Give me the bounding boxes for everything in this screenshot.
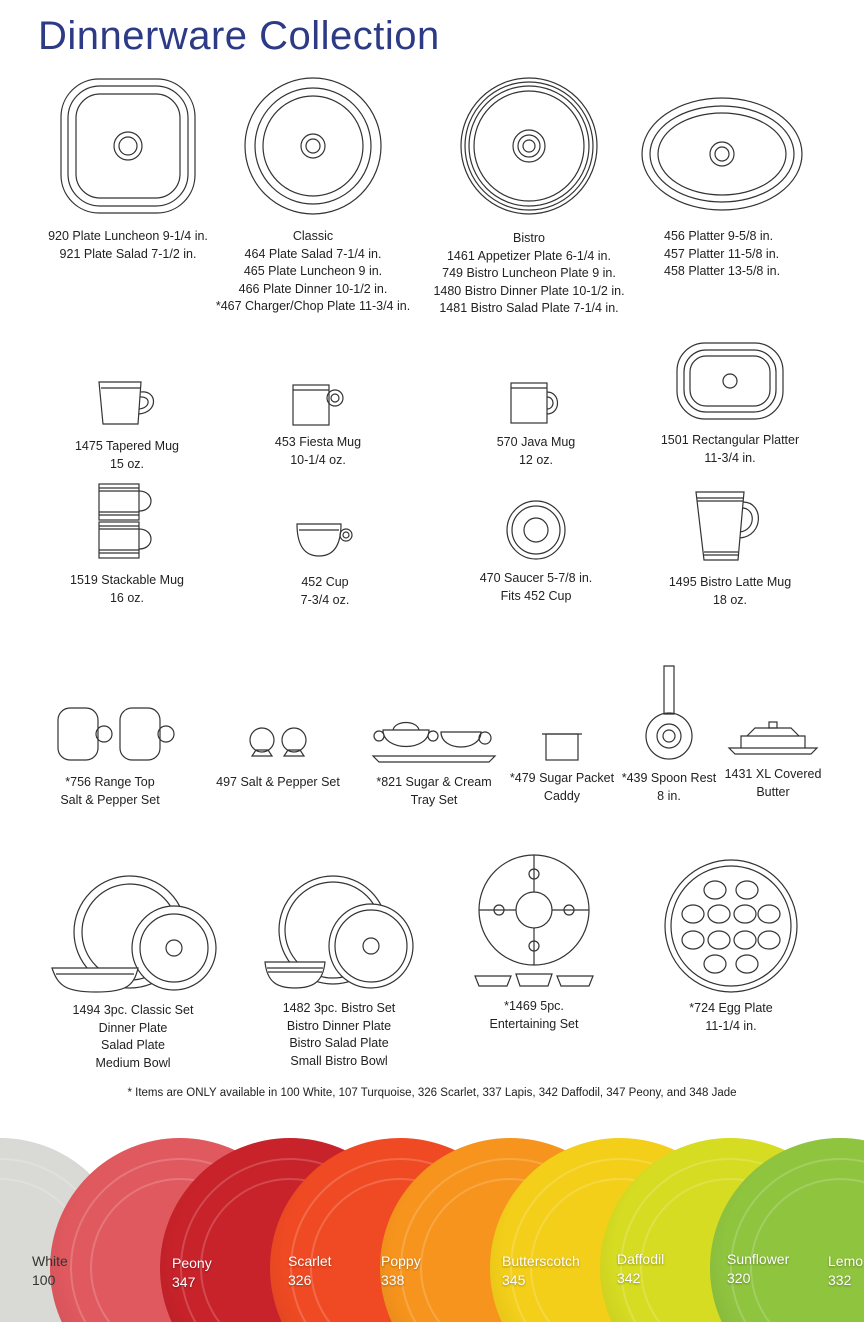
platters-caption: 456 Platter 9-5/8 in. 457 Platter 11-5/8 in. 458 Platter 13-5/8 in.	[664, 229, 781, 278]
stackable-mug-caption: 1519 Stackable Mug 16 oz.	[70, 573, 184, 605]
swatch-lemo-label: Lemo 332	[828, 1253, 864, 1288]
bistro-plates-caption: Bistro 1461 Appetizer Plate 6-1/4 in. 749 Bistro Luncheon Plate 9 in. 1480 Bistro Dinner Plate 10-1/2 in. 1481 Bistro Salad Plate 7-1/4 in.	[433, 231, 625, 315]
salt-pepper-illustration	[246, 722, 310, 762]
sugar-cream-item	[366, 706, 502, 809]
bistro-set-item	[254, 874, 424, 1070]
classic-plates-caption: Classic 464 Plate Salad 7-1/4 in. 465 Plate Luncheon 9 in. 466 Plate Dinner 10-1/2 in. *467 Charger/Chop Plate 11-3/4 in.	[215, 229, 411, 313]
covered-butter-item	[722, 720, 824, 801]
color-swatch-strip	[0, 1130, 864, 1322]
sugar-cream-caption: *821 Sugar & Cream Tray Set	[376, 775, 492, 807]
stackable-mug-illustration	[95, 482, 159, 562]
covered-butter-illustration	[727, 720, 819, 758]
salt-pepper-item	[210, 722, 346, 792]
square-plates-item	[38, 76, 218, 263]
classic-set-caption: 1494 3pc. Classic Set Dinner Plate Salad Plate Medium Bowl	[72, 1003, 194, 1070]
entertaining-set-illustration	[471, 852, 597, 992]
saucer-item	[466, 498, 606, 605]
sugar-cream-illustration	[371, 706, 497, 764]
saucer-caption: 470 Saucer 5-7/8 in. Fits 452 Cup	[479, 571, 593, 603]
entertaining-set-caption: *1469 5pc. Entertaining Set	[489, 999, 579, 1031]
fiesta-mug-illustration	[287, 382, 349, 428]
range-top-shakers-illustration	[50, 704, 180, 764]
latte-mug-item	[650, 488, 810, 609]
rect-platter-caption: 1501 Rectangular Platter 11-3/4 in.	[660, 433, 800, 465]
egg-plate-caption: *724 Egg Plate 11-1/4 in.	[689, 1001, 773, 1033]
bistro-set-caption: 1482 3pc. Bistro Set Bistro Dinner Plate Bistro Salad Plate Small Bistro Bowl	[282, 1001, 396, 1068]
latte-mug-illustration	[692, 488, 768, 564]
rect-platter-item	[650, 340, 810, 467]
java-mug-item	[466, 380, 606, 469]
spoon-rest-item	[618, 664, 720, 805]
stackable-mug-item	[57, 482, 197, 607]
swatch-peony-label: Peony 347	[172, 1255, 212, 1290]
salt-pepper-caption: 497 Salt & Pepper Set	[216, 775, 340, 789]
page-title: Dinnerware Collection	[38, 14, 440, 58]
rect-platter-illustration	[674, 340, 786, 422]
sugar-caddy-illustration	[540, 730, 584, 762]
entertaining-set-item	[456, 852, 612, 1033]
spoon-rest-caption: *439 Spoon Rest 8 in.	[621, 771, 717, 803]
cup-caption: 452 Cup 7-3/4 oz.	[300, 575, 350, 607]
java-mug-illustration	[505, 380, 567, 426]
range-top-set-item	[50, 704, 170, 809]
square-plate-illustration	[58, 76, 198, 216]
classic-plate-illustration	[243, 76, 383, 216]
latte-mug-caption: 1495 Bistro Latte Mug 18 oz.	[668, 575, 792, 607]
swatch-butterscotch-label: Butterscotch 345	[502, 1253, 580, 1288]
availability-footnote: * Items are ONLY available in 100 White, 107 Turquoise, 326 Scarlet, 337 Lapis, 342 Daffodil, 347 Peony, and 348 Jade	[127, 1087, 737, 1099]
tapered-mug-caption: 1475 Tapered Mug 15 oz.	[74, 439, 180, 471]
swatch-scarlet-label: Scarlet 326	[288, 1253, 332, 1288]
oval-platter-illustration	[640, 96, 804, 212]
swatch-poppy-label: Poppy 338	[381, 1253, 421, 1288]
classic-plates-item	[208, 76, 418, 316]
range-top-set-caption: *756 Range Top Salt & Pepper Set	[60, 775, 160, 807]
tapered-mug-item	[57, 378, 197, 473]
spoon-rest-illustration	[644, 664, 694, 762]
egg-plate-illustration	[663, 858, 799, 994]
covered-butter-caption: 1431 XL Covered Butter	[724, 767, 822, 799]
sugar-caddy-caption: *479 Sugar Packet Caddy	[509, 771, 615, 803]
platters-item	[630, 96, 814, 281]
fiesta-mug-caption: 453 Fiesta Mug 10-1/4 oz.	[274, 435, 362, 467]
classic-set-item	[48, 874, 218, 1072]
sugar-caddy-item	[506, 730, 618, 805]
classic-set-illustration	[48, 874, 218, 996]
cup-item	[255, 520, 395, 609]
bistro-plates-item	[424, 76, 634, 318]
java-mug-caption: 570 Java Mug 12 oz.	[496, 435, 576, 467]
tapered-mug-illustration	[95, 378, 159, 428]
egg-plate-item	[656, 858, 806, 1035]
bistro-plate-illustration	[459, 76, 599, 216]
square-plates-caption: 920 Plate Luncheon 9-1/4 in. 921 Plate Salad 7-1/2 in.	[48, 229, 208, 261]
cup-illustration	[293, 520, 357, 560]
swatch-sunflower-label: Sunflower 320	[727, 1251, 790, 1286]
fiesta-mug-item	[248, 382, 388, 469]
swatch-daffodil-label: Daffodil 342	[617, 1251, 665, 1286]
swatch-white-label: White 100	[32, 1253, 68, 1288]
bistro-set-illustration	[259, 874, 419, 992]
saucer-illustration	[504, 498, 568, 562]
